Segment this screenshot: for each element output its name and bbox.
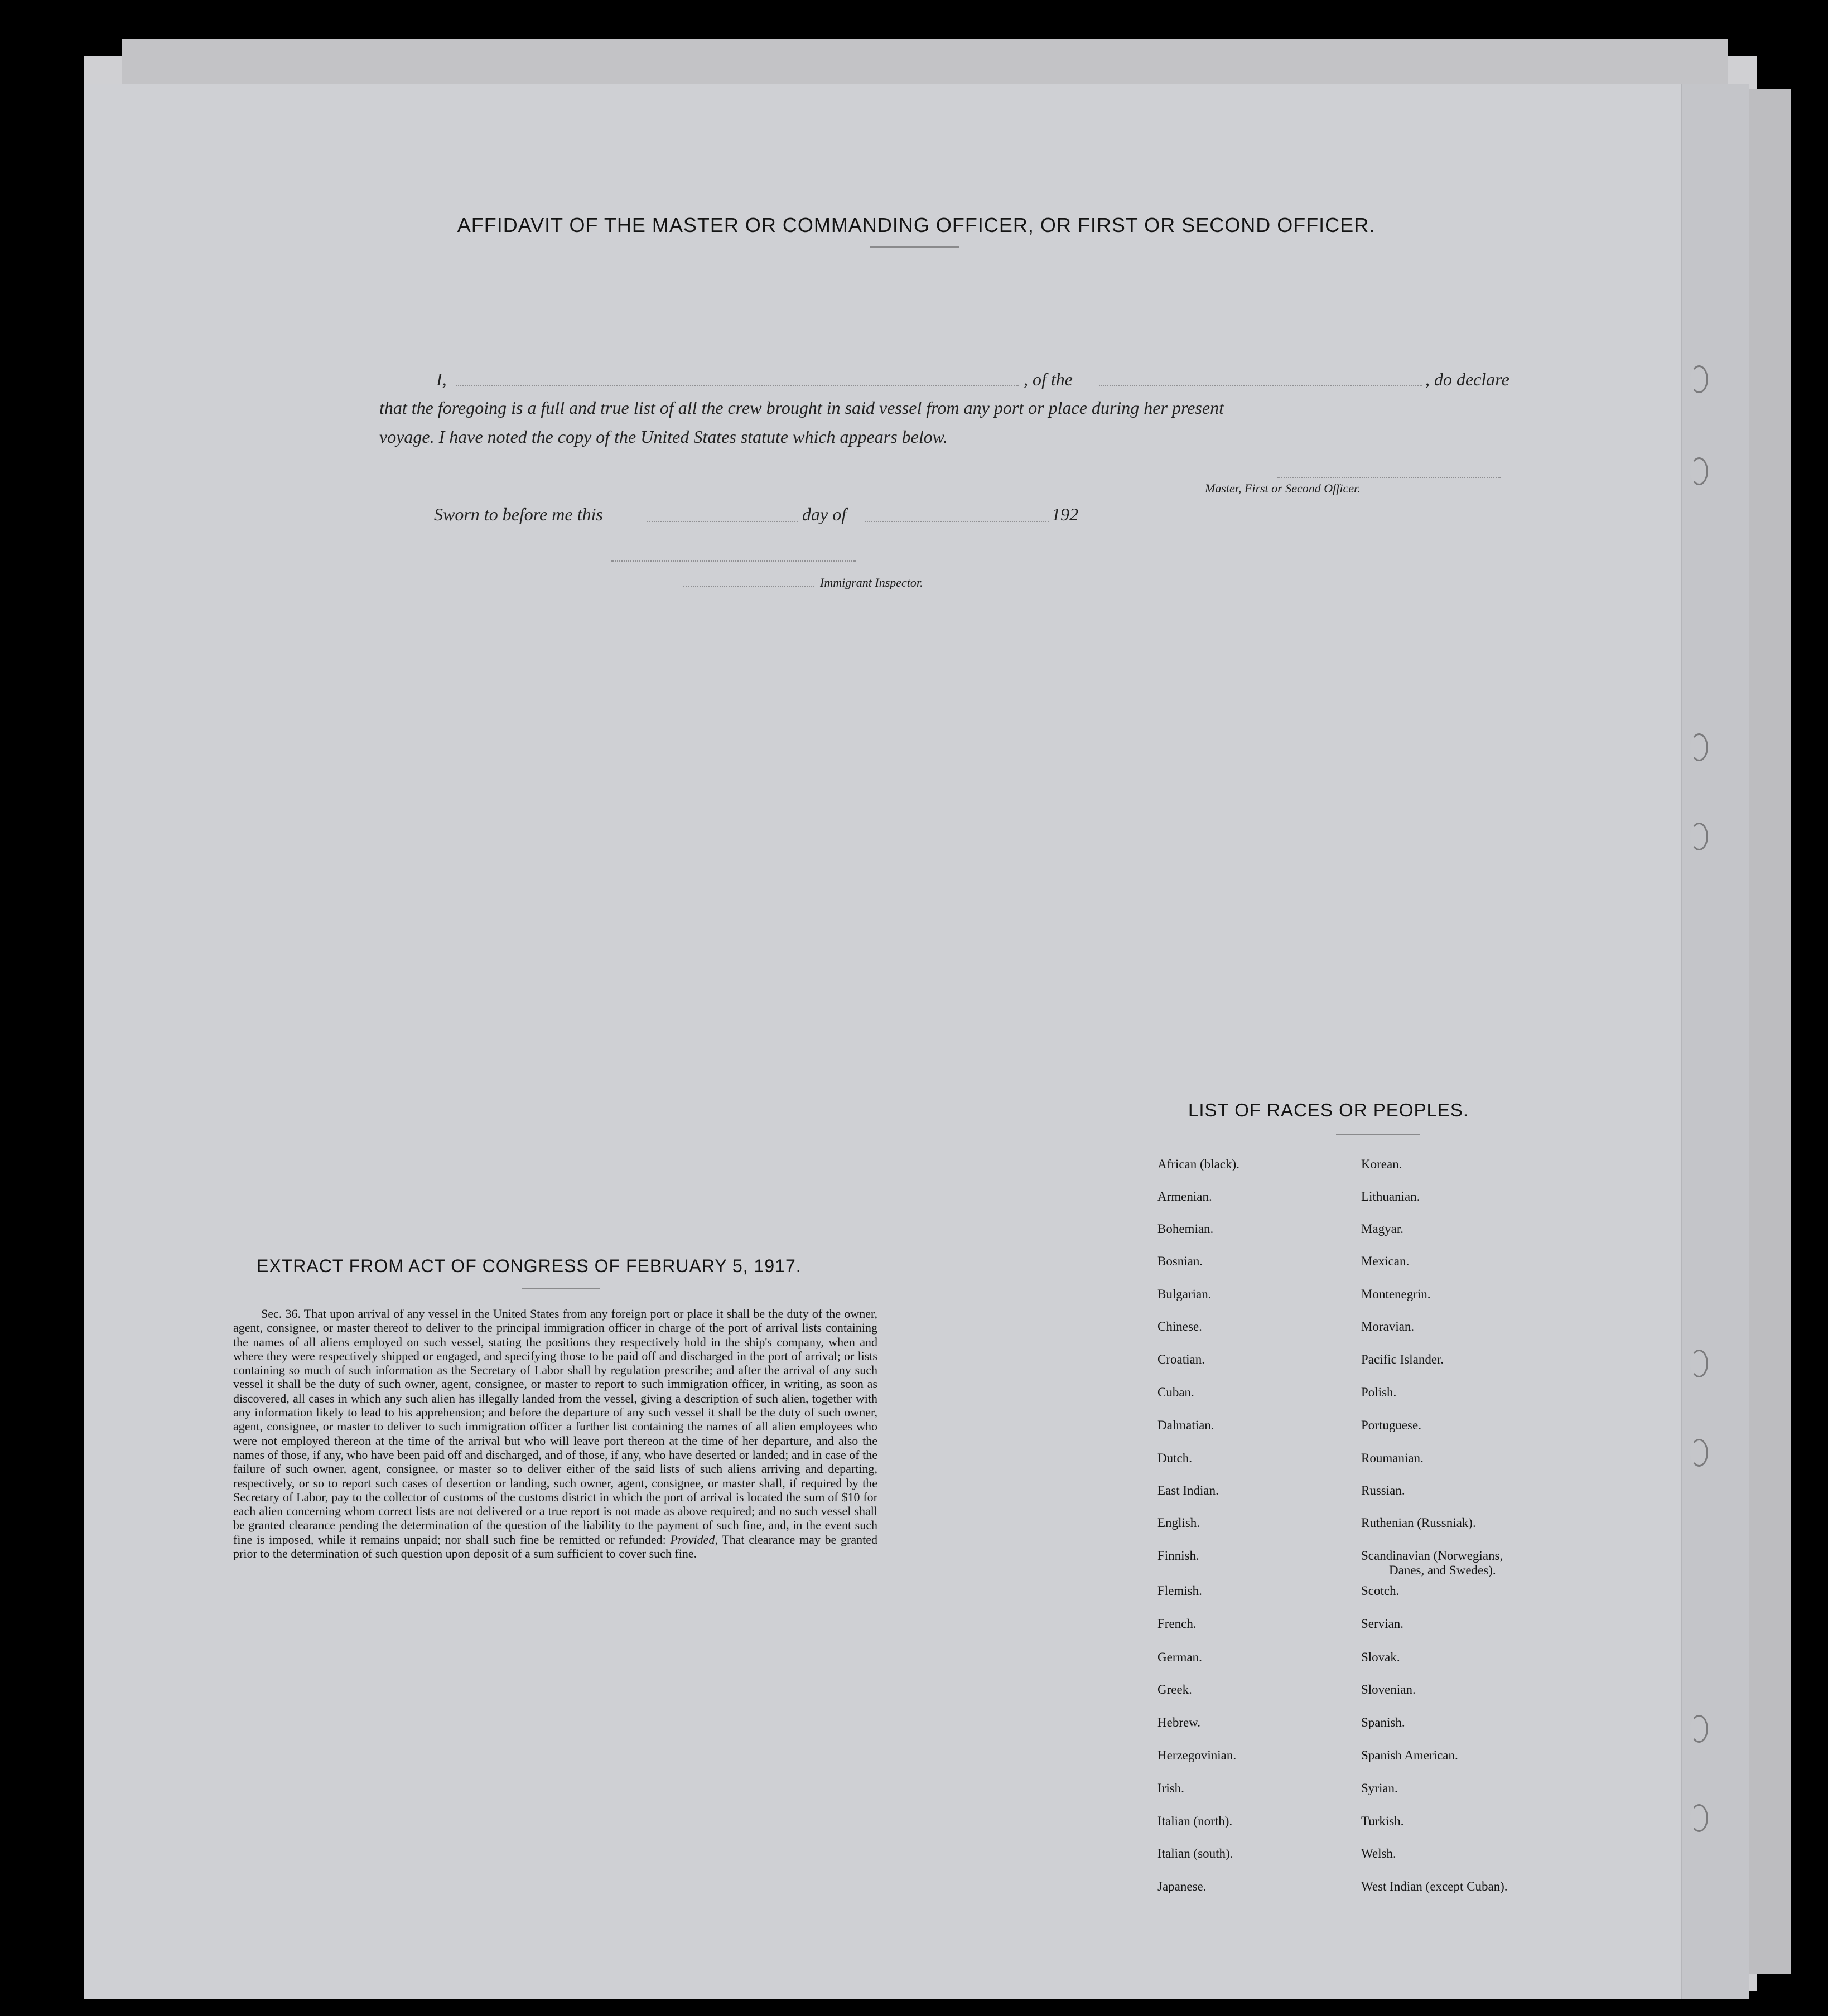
binder-hole-mark	[1690, 1439, 1708, 1467]
extract-text-end: That clearance may be granted prior to the determination of such question upon deposit of a sum sufficient to cover such fine.	[233, 1532, 877, 1561]
race-item: Cuban.	[1157, 1385, 1194, 1399]
race-item: Polish.	[1361, 1385, 1397, 1399]
race-item: Roumanian.	[1361, 1451, 1424, 1465]
binder-hole-mark	[1690, 1804, 1708, 1832]
race-item: Moravian.	[1361, 1319, 1415, 1333]
affidavit-line2: that the foregoing is a full and true list of all the crew brought in said vessel from any port or place during her present	[379, 398, 1224, 418]
race-item: Bosnian.	[1157, 1254, 1203, 1268]
race-item: Herzegovinian.	[1157, 1748, 1237, 1762]
race-item: African (black).	[1157, 1157, 1239, 1171]
race-item: Spanish American.	[1361, 1748, 1458, 1762]
race-item: Croatian.	[1157, 1352, 1205, 1366]
vessel-field-line[interactable]	[1099, 385, 1422, 386]
inspector-label: Immigrant Inspector.	[820, 576, 923, 589]
race-item: Slovak.	[1361, 1650, 1400, 1664]
race-item: Finnish.	[1157, 1549, 1199, 1563]
race-item: Flemish.	[1157, 1584, 1202, 1598]
race-item: Scotch.	[1361, 1584, 1400, 1598]
race-item: English.	[1157, 1516, 1200, 1530]
extract-title-rule	[522, 1288, 600, 1289]
extract-body	[233, 1307, 877, 1560]
race-item: Scandinavian (Norwegians,	[1361, 1549, 1503, 1563]
race-item: Hebrew.	[1157, 1715, 1201, 1729]
sworn-label: Sworn to before me this	[434, 504, 603, 524]
title-rule	[870, 246, 959, 248]
race-item: Slovenian.	[1361, 1683, 1416, 1696]
race-item: Montenegrin.	[1361, 1287, 1431, 1301]
document-page	[84, 84, 1749, 1999]
master-signature-line[interactable]	[1277, 477, 1501, 478]
race-item: Dalmatian.	[1157, 1418, 1214, 1432]
section-number: Sec. 36.	[261, 1307, 301, 1321]
race-item: West Indian (except Cuban).	[1361, 1879, 1508, 1893]
binder-hole-mark	[1690, 823, 1708, 850]
race-item: Japanese.	[1157, 1879, 1207, 1893]
year-label: 192	[1052, 504, 1078, 524]
extract-title: EXTRACT FROM ACT OF CONGRESS OF FEBRUARY 5, 1917.	[257, 1256, 802, 1276]
races-title-rule	[1336, 1134, 1420, 1135]
affidavit-i: I,	[436, 369, 447, 389]
race-item: Irish.	[1157, 1781, 1184, 1795]
day-of-label: day of	[802, 504, 847, 524]
affidavit-declare: , do declare	[1425, 369, 1509, 389]
race-item: French.	[1157, 1617, 1197, 1631]
race-item: Ruthenian (Russniak).	[1361, 1516, 1476, 1530]
page-edge-strip	[1681, 84, 1749, 1999]
race-item: Lithuanian.	[1361, 1190, 1420, 1203]
race-item: Armenian.	[1157, 1190, 1212, 1203]
race-item: Servian.	[1361, 1617, 1404, 1631]
race-item: Spanish.	[1361, 1715, 1405, 1729]
race-item: Mexican.	[1361, 1254, 1410, 1268]
sworn-day-line[interactable]	[647, 521, 798, 522]
race-item: Italian (north).	[1157, 1814, 1233, 1828]
race-item: Italian (south).	[1157, 1846, 1233, 1860]
provided-word: Provided,	[670, 1532, 718, 1546]
binder-hole-mark	[1690, 1350, 1708, 1377]
race-item: Korean.	[1361, 1157, 1402, 1171]
race-item: Magyar.	[1361, 1222, 1404, 1236]
race-item: Syrian.	[1361, 1781, 1398, 1795]
affidavit-line3: voyage. I have noted the copy of the United States statute which appears below.	[379, 427, 948, 447]
affidavit-title: AFFIDAVIT OF THE MASTER OR COMMANDING OFFICER, OR FIRST OR SECOND OFFICER.	[457, 214, 1376, 236]
race-item: Bohemian.	[1157, 1222, 1214, 1236]
extract-text: That upon arrival of any vessel in the United States from any foreign port or place it shall be the duty of the owner, agent, consignee, or master thereof to deliver to the principal immigration officer in charge of the port of arrival lists containing the names of all aliens employed on such vessel, stating the positions they respectively hold in the ship's company, when and where they were respectively shipped or engaged, and specifying those to be paid off and discharged in the port of arrival; or lists containing so much of such information as the Secretary of Labor shall by regulation prescribe; and after the arrival of any such vessel it shall be the duty of such owner, agent, consignee, or master to report to such immigration officer, in writing, as soon as discovered, all cases in which any such alien has illegally landed from the vessel, giving a description of such alien, together with any information likely to lead to his apprehension; and before the departure of any such vessel it shall be the duty of such owner, agent, consignee, or master to deliver to such immigration officer a further list containing the names of all alien employees who were not employed thereon at the time of the arrival but who will leave port thereon at the time of her departure, and also the names of those, if any, who have been paid off and discharged, and of those, if any, who have deserted or landed; and in case of the failure of such owner, agent, consignee, or master so to deliver either of the said lists of such aliens arriving and departing, respectively, or so to report such cases of desertion or landing, such owner, agent, consignee, or master shall, if required by the Secretary of Labor, pay to the collector of customs of the customs district in which the port of arrival is located the sum of $10 for each alien concerning whom correct lists are not delivered or a true report is not made as above required; and no such vessel shall be granted clearance pending the determination of the question of the liability to the payment of such fine, and, in the event such fine is imposed, while it remains unpaid; nor shall such fine be remitted or refunded:	[233, 1307, 877, 1546]
binder-hole-mark	[1690, 365, 1708, 393]
race-item: Chinese.	[1157, 1319, 1202, 1333]
races-title: LIST OF RACES OR PEOPLES.	[1188, 1100, 1469, 1120]
binder-hole-mark	[1690, 733, 1708, 761]
race-item: Dutch.	[1157, 1451, 1192, 1465]
race-item: Greek.	[1157, 1683, 1192, 1696]
inspector-signature-line[interactable]	[611, 560, 856, 562]
binder-hole-mark	[1690, 457, 1708, 485]
race-item: Pacific Islander.	[1361, 1352, 1444, 1366]
master-label: Master, First or Second Officer.	[1205, 481, 1361, 495]
race-item: Turkish.	[1361, 1814, 1404, 1828]
race-item: Russian.	[1361, 1483, 1405, 1497]
race-item: German.	[1157, 1650, 1202, 1664]
race-item: Bulgarian.	[1157, 1287, 1212, 1301]
race-item: Portuguese.	[1361, 1418, 1421, 1432]
name-field-line[interactable]	[456, 385, 1019, 386]
sworn-month-line[interactable]	[865, 521, 1049, 522]
inspector-pre-line	[683, 586, 814, 587]
affidavit-of-the: , of the	[1024, 369, 1073, 389]
binder-hole-mark	[1690, 1715, 1708, 1743]
race-item: Welsh.	[1361, 1846, 1396, 1860]
race-item: Danes, and Swedes).	[1389, 1563, 1496, 1577]
race-item: East Indian.	[1157, 1483, 1219, 1497]
